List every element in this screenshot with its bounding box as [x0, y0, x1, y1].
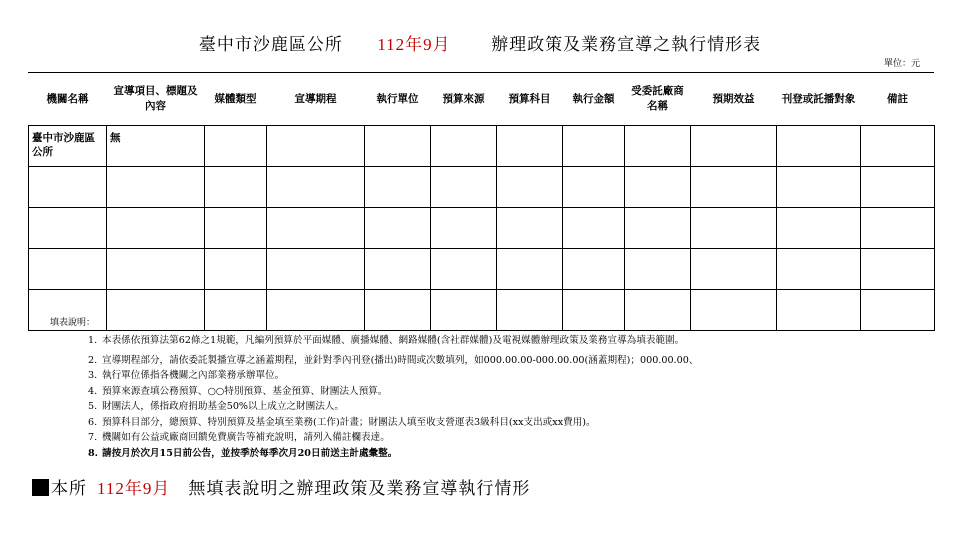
execution-table: [28, 73, 935, 331]
header-cell: 受委託廠商名稱: [625, 73, 691, 126]
note-text: 財團法人，係指政府捐助基金50%以上成立之財團法人。: [102, 401, 344, 412]
note-text: 預算科目部分，總預算、特別預算及基金填至業務(工作)計畫；財團法人填至收支營運表3級科目(xx支出或xx費用)。: [102, 416, 596, 428]
table-cell: [267, 167, 365, 208]
table-cell: [205, 126, 267, 167]
table-cell: [431, 126, 497, 167]
table-row: [29, 249, 935, 290]
table-body: [29, 126, 935, 331]
table-cell: [691, 290, 777, 331]
header-cell: 預算來源: [431, 73, 497, 126]
table-cell: [861, 167, 935, 208]
note-text: 本表係依預算法第62條之1規範，凡編列預算於平面媒體、廣播媒體、網路媒體(含社群媒體)及電視媒體辦理政策及業務宣導為填表範圍。: [102, 335, 685, 346]
table-cell: [563, 208, 625, 249]
table-cell: [625, 126, 691, 167]
header-cell: 宣導期程: [267, 73, 365, 126]
table-cell: [625, 167, 691, 208]
header-cell: 刊登或託播對象: [777, 73, 861, 126]
note-item: [88, 446, 928, 462]
note-number: 1.: [88, 335, 98, 346]
note-text: 執行單位係指各機關之內部業務承辦單位。: [102, 370, 285, 381]
header-cell: 預算科目: [497, 73, 563, 126]
table-cell: [861, 208, 935, 249]
table-row: [29, 290, 935, 331]
black-square-icon: [32, 479, 49, 496]
table-cell: [625, 290, 691, 331]
note-number: 8.: [88, 447, 99, 459]
unit-label: 單位：元: [883, 59, 920, 69]
table-cell: [497, 167, 563, 208]
notes-title: 填表說明：: [50, 318, 96, 328]
table-cell: [365, 249, 431, 290]
table-cell: [205, 208, 267, 249]
header-cell: 執行單位: [365, 73, 431, 126]
table-cell: [777, 167, 861, 208]
table-row: [29, 167, 935, 208]
table-cell: [563, 167, 625, 208]
note-number: 5.: [88, 401, 98, 412]
table-cell: [29, 167, 107, 208]
table-cell: [267, 208, 365, 249]
note-text: 預算來源查填公務預算、○○特別預算、基金預算、財團法人預算。: [102, 385, 388, 397]
note-number: 2.: [88, 354, 98, 366]
table-cell: [365, 126, 431, 167]
header-cell: 機關名稱: [29, 73, 107, 126]
page-title: [0, 30, 960, 55]
table-cell: [563, 290, 625, 331]
header-cell: 執行金額: [563, 73, 625, 126]
table-cell: [267, 290, 365, 331]
table-cell: [431, 290, 497, 331]
table-cell: [431, 249, 497, 290]
header-cell: 媒體類型: [205, 73, 267, 126]
title-period: 112年9月: [377, 35, 451, 54]
note-number: 4.: [88, 385, 98, 397]
title-name: 辦理政策及業務宣導之執行情形表: [491, 35, 762, 55]
table-cell: [861, 249, 935, 290]
table-cell: [625, 208, 691, 249]
note-item: [88, 399, 928, 415]
header-cell: 備註: [861, 73, 935, 126]
table-cell: [777, 126, 861, 167]
table-cell: [267, 126, 365, 167]
note-number: 6.: [88, 416, 98, 428]
note-item: [88, 368, 928, 384]
table-cell: [29, 249, 107, 290]
note-text: 請按月於次月15日前公告，並按季於每季次月20日前送主計處彙整。: [102, 447, 398, 459]
table-cell: [365, 208, 431, 249]
footer-period: 112年9月: [97, 479, 171, 498]
table-cell: [497, 290, 563, 331]
table-cell: [107, 290, 205, 331]
footer-text: 無填表說明之辦理政策及業務宣導執行情形: [188, 479, 531, 499]
table-cell: 臺中市沙鹿區公所: [29, 126, 107, 167]
table-cell: [691, 126, 777, 167]
footer-statement: [32, 474, 530, 499]
table-cell: 無: [107, 126, 205, 167]
table-cell: [365, 167, 431, 208]
note-number: 7.: [88, 432, 98, 443]
table-cell: [691, 249, 777, 290]
header-cell: 預期效益: [691, 73, 777, 126]
table-cell: [497, 126, 563, 167]
note-text: 宣導期程部分，請依委託製播宣導之涵蓋期程，並針對季內刊登(播出)時間或次數填列，如000.00.00-000.00.00(涵蓋期程)；000.00.00、: [102, 354, 699, 366]
table-cell: [563, 126, 625, 167]
note-item: [88, 353, 928, 369]
notes-list: [88, 333, 928, 461]
table-cell: [625, 249, 691, 290]
title-org: 臺中市沙鹿區公所: [198, 35, 343, 55]
table-row: [29, 126, 935, 167]
table-cell: [691, 167, 777, 208]
table-cell: [777, 208, 861, 249]
table-cell: [365, 290, 431, 331]
table-cell: [431, 167, 497, 208]
note-text: 機關如有公益或廠商回饋免費廣告等補充說明，請列入備註欄表達。: [102, 432, 390, 443]
footer-prefix: 本所: [51, 479, 87, 499]
table-row: [29, 208, 935, 249]
table-cell: [777, 290, 861, 331]
table-cell: [205, 290, 267, 331]
note-number: 3.: [88, 370, 98, 381]
table-cell: [563, 249, 625, 290]
table-cell: [205, 167, 267, 208]
note-item: [88, 333, 928, 349]
table-cell: [107, 167, 205, 208]
table-cell: [431, 208, 497, 249]
table-cell: [691, 208, 777, 249]
table-cell: [205, 249, 267, 290]
table-cell: [29, 208, 107, 249]
table-header-row: [29, 73, 935, 126]
table-cell: [497, 208, 563, 249]
table-cell: [861, 126, 935, 167]
table-cell: [107, 208, 205, 249]
table-cell: [267, 249, 365, 290]
note-item: [88, 415, 928, 431]
table-cell: [107, 249, 205, 290]
note-item: [88, 384, 928, 400]
note-item: [88, 430, 928, 446]
table-cell: [777, 249, 861, 290]
table-cell: [497, 249, 563, 290]
header-cell: 宣導項目、標題及內容: [107, 73, 205, 126]
table-cell: [861, 290, 935, 331]
